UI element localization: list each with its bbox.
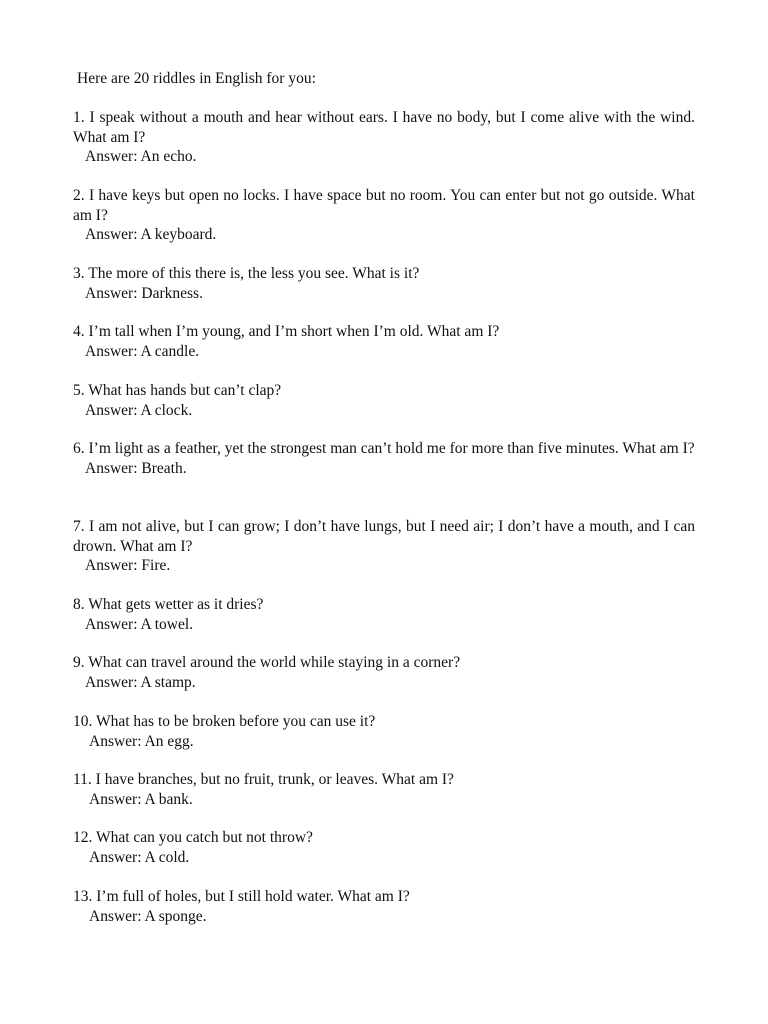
riddle-item — [73, 770, 695, 809]
riddle-question: 10. What has to be broken before you can use it? — [73, 713, 376, 730]
riddle-question: 6. I’m light as a feather, yet the strongest man can’t hold me for more than five minutes. What am I? — [73, 440, 695, 457]
riddle-item — [73, 439, 695, 478]
riddle-question: 9. What can travel around the world while staying in a corner? — [73, 654, 461, 671]
riddle-item — [73, 828, 695, 867]
riddle-question: 11. I have branches, but no fruit, trunk, or leaves. What am I? — [73, 771, 454, 788]
riddle-item — [73, 108, 695, 167]
riddle-answer: Answer: Fire. — [85, 557, 171, 574]
riddle-question: 8. What gets wetter as it dries? — [73, 596, 264, 613]
riddle-item — [73, 653, 695, 692]
riddle-answer: Answer: A cold. — [89, 848, 190, 866]
riddle-item — [73, 712, 695, 751]
riddle-question: 13. I’m full of holes, but I still hold water. What am I? — [73, 888, 410, 905]
riddle-answer: Answer: An echo. — [85, 148, 197, 165]
riddle-answer: Answer: A towel. — [85, 615, 194, 633]
riddle-item — [73, 595, 695, 634]
riddle-question: 3. The more of this there is, the less you see. What is it? — [73, 265, 420, 282]
riddle-answer: Answer: A keyboard. — [85, 226, 217, 243]
riddle-question: 5. What has hands but can’t clap? — [73, 382, 282, 399]
intro-text: Here are 20 riddles in English for you: — [77, 70, 316, 87]
riddle-item — [73, 264, 695, 303]
riddle-item — [73, 887, 695, 926]
riddle-item — [73, 381, 695, 420]
riddle-question: 2. I have keys but open no locks. I have space but no room. You can enter but not go outside. What am I? — [73, 187, 695, 224]
riddle-answer: Answer: A bank. — [89, 790, 193, 808]
riddle-question: 1. I speak without a mouth and hear without ears. I have no body, but I come alive with the wind. What am I? — [73, 109, 695, 146]
riddle-answer: Answer: A clock. — [85, 401, 193, 419]
riddle-answer: Answer: Darkness. — [85, 284, 203, 302]
riddle-item — [73, 322, 695, 361]
riddle-answer: Answer: A sponge. — [89, 907, 207, 925]
riddle-question: 4. I’m tall when I’m young, and I’m short when I’m old. What am I? — [73, 323, 500, 340]
riddle-question: 7. I am not alive, but I can grow; I don’t have lungs, but I need air; I don’t have a mouth, and I can drown. What am I? — [73, 518, 695, 555]
riddle-item — [73, 186, 695, 245]
riddle-answer: Answer: A stamp. — [85, 673, 196, 691]
riddle-answer: Answer: An egg. — [89, 732, 194, 750]
riddle-answer: Answer: A candle. — [85, 342, 200, 360]
riddle-question: 12. What can you catch but not throw? — [73, 829, 313, 846]
riddle-answer: Answer: Breath. — [85, 459, 187, 477]
riddle-item — [73, 517, 695, 576]
